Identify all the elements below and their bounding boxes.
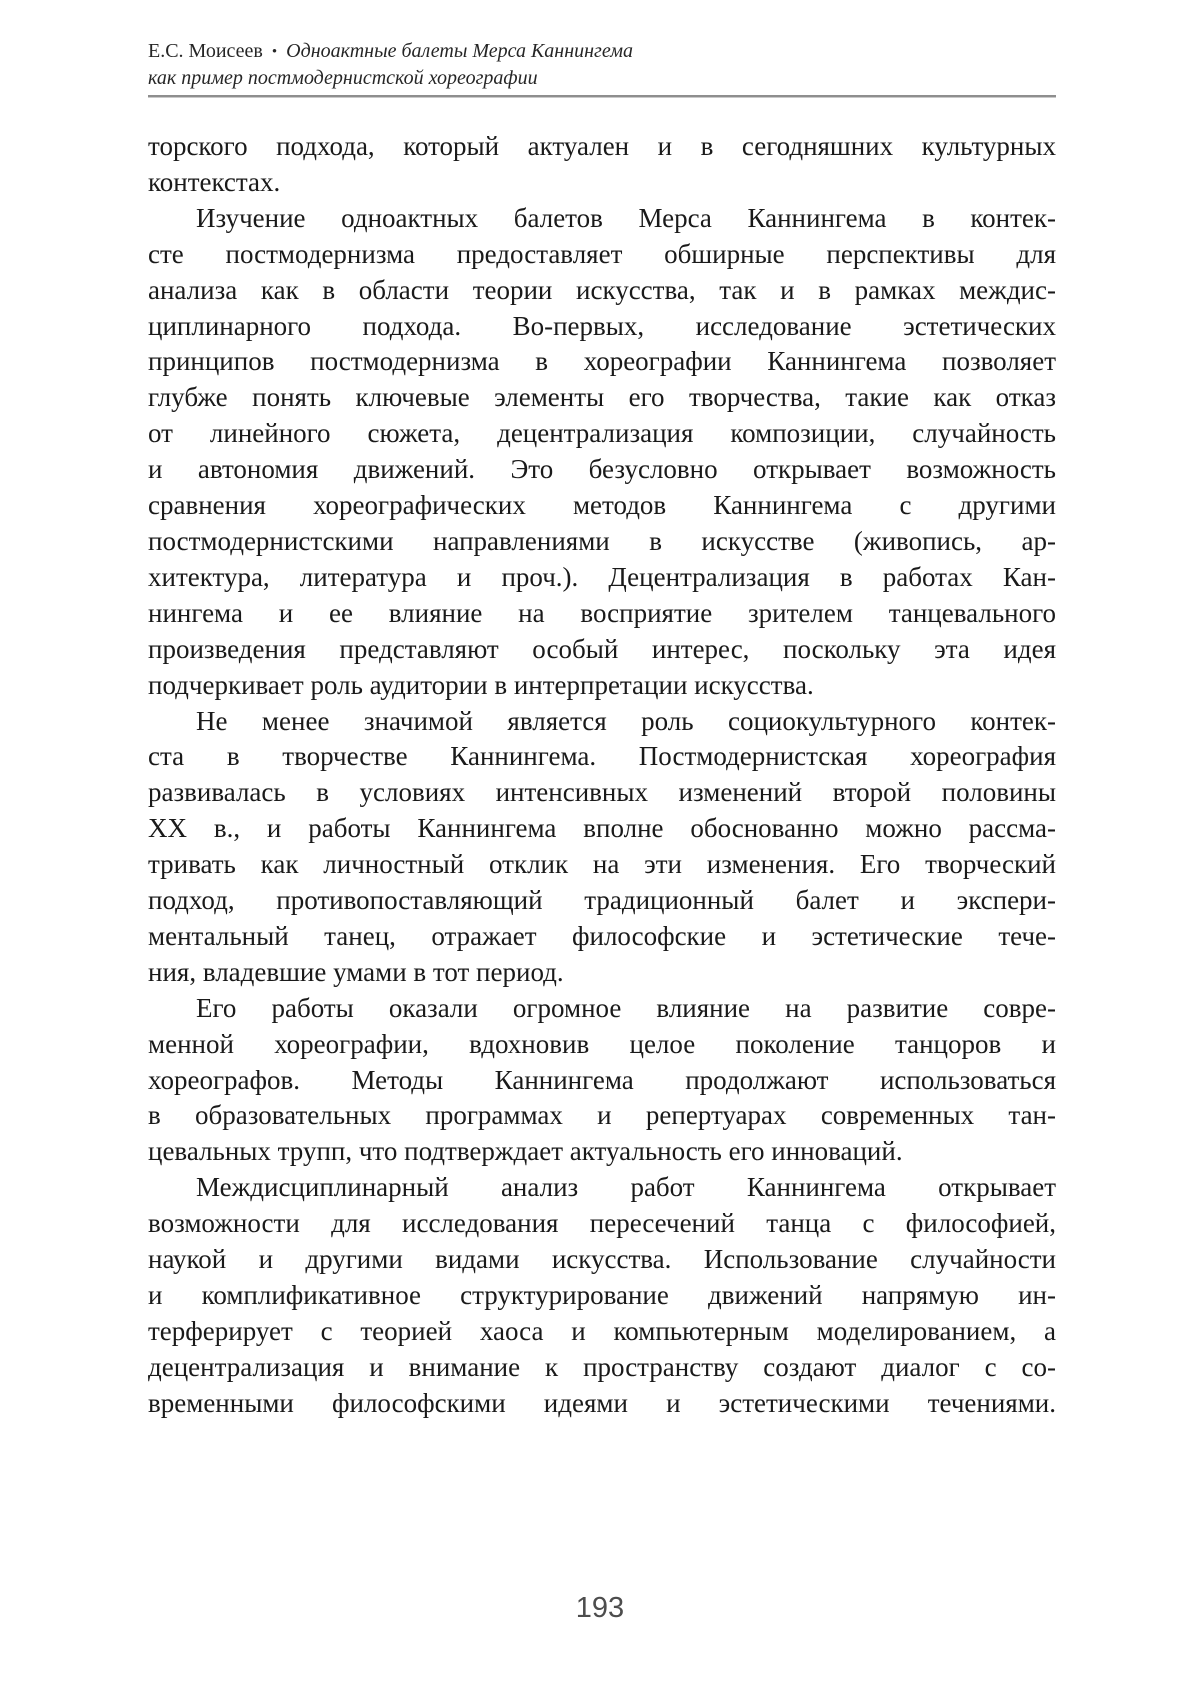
text-line: Его работы оказали огромное влияние на развитие совре-	[196, 992, 1056, 1023]
text-line: хитектура, литература и проч.). Децентрализация в работах Кан-	[148, 561, 1056, 592]
header-title-line2: как пример постмодернистской хореографии	[148, 67, 538, 89]
text-line: терферирует с теорией хаоса и компьютерным моделированием, а	[148, 1315, 1056, 1346]
text-line: Не менее значимой является роль социокультурного контек-	[196, 705, 1056, 736]
page-header	[148, 38, 1056, 91]
text-line: и комплификативное структурирование движений напрямую ин-	[148, 1280, 1056, 1310]
text-line: в образовательных программах и репертуарах современных тан-	[148, 1100, 1056, 1131]
text-line: Междисциплинарный анализ работ Каннингема открывает	[196, 1172, 1056, 1203]
text-line: развивалась в условиях интенсивных изменений второй половины	[148, 777, 1056, 808]
text-line: децентрализация и внимание к пространству создают диалог с со-	[148, 1351, 1056, 1382]
header-title-line1: Одноактные балеты Мерса Каннингема	[286, 40, 633, 62]
text-line: сте постмодернизма предоставляет обширные перспективы для	[148, 238, 1056, 269]
bullet-separator-icon: •	[271, 44, 278, 60]
text-line: от линейного сюжета, децентрализация композиции, случайность	[148, 418, 1056, 449]
page-number: 193	[575, 1592, 625, 1624]
text-line: анализа как в области теории искусства, так и в рамках междис-	[148, 274, 1056, 305]
body-text	[148, 129, 1056, 1422]
header-line-1	[148, 38, 1056, 65]
header-divider	[148, 95, 1056, 98]
paragraph	[148, 129, 1056, 201]
text-line: ния, владевшие умами в тот период.	[148, 956, 564, 987]
text-line: Изучение одноактных балетов Мерса Каннингема в контек-	[196, 202, 1056, 233]
text-line: глубже понять ключевые элементы его творчества, такие как отказ	[148, 382, 1056, 413]
text-line: хореографов. Методы Каннингема продолжают использоваться	[148, 1064, 1056, 1095]
text-line: менной хореографии, вдохновив целое поколение танцоров и	[148, 1028, 1056, 1059]
text-line: и автономия движений. Это безусловно открывает возможность	[148, 454, 1056, 485]
text-line: подчеркивает роль аудитории в интерпретации искусства.	[148, 669, 814, 700]
text-line: циплинарного подхода. Во-первых, исследование эстетических	[148, 310, 1056, 341]
text-line: временными философскими идеями и эстетическими течениями.	[148, 1387, 1056, 1418]
text-line: цевальных трупп, что подтверждает актуальность его инноваций.	[148, 1136, 903, 1167]
text-line: произведения представляют особый интерес, поскольку эта идея	[148, 633, 1056, 664]
text-line: тривать как личностный отклик на эти изменения. Его творческий	[148, 849, 1056, 880]
text-line: контекстах.	[148, 166, 281, 197]
text-line: торского подхода, который актуален и в сегодняшних культурных	[148, 131, 1056, 161]
text-line: сравнения хореографических методов Каннингема с другими	[148, 490, 1056, 521]
text-line: ста в творчестве Каннингема. Постмодернистская хореография	[148, 741, 1056, 772]
text-line: принципов постмодернизма в хореографии Каннингема позволяет	[148, 346, 1056, 377]
text-line: нингема и ее влияние на восприятие зрителем танцевального	[148, 597, 1056, 628]
paragraph	[148, 201, 1056, 704]
text-line: возможности для исследования пересечений танца с философией,	[148, 1208, 1056, 1239]
paragraph	[148, 1170, 1056, 1421]
header-author: Е.С. Моисеев	[148, 40, 263, 62]
text-line: подход, противопоставляющий традиционный балет и экспери-	[148, 885, 1056, 916]
text-line: XX в., и работы Каннингема вполне обоснованно можно рассма-	[148, 813, 1056, 844]
text-line: постмодернистскими направлениями в искусстве (живопись, ар-	[148, 525, 1056, 556]
paragraph	[148, 704, 1056, 991]
text-line: ментальный танец, отражает философские и эстетические тече-	[148, 920, 1056, 951]
text-line: наукой и другими видами искусства. Использование случайности	[148, 1244, 1056, 1275]
paragraph	[148, 991, 1056, 1171]
